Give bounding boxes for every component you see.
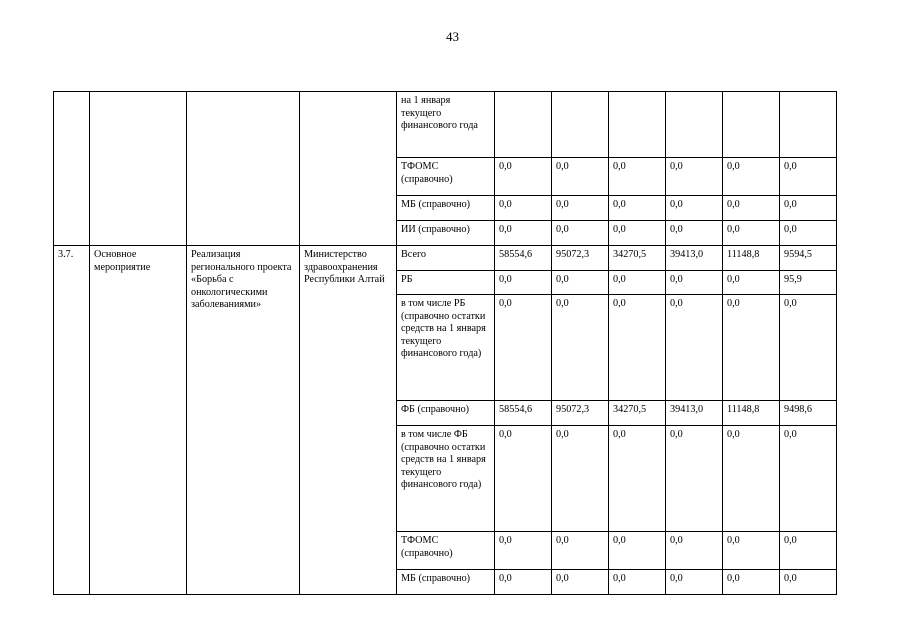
executor-cell xyxy=(300,92,397,246)
value-cell: 0,0 xyxy=(495,570,552,595)
value-cell: 0,0 xyxy=(780,196,837,221)
value-cell: 0,0 xyxy=(495,295,552,401)
value-cell: 0,0 xyxy=(552,295,609,401)
value-cell: 0,0 xyxy=(552,532,609,570)
value-cell: 0,0 xyxy=(666,426,723,532)
value-cell: 0,0 xyxy=(780,426,837,532)
value-cell: 0,0 xyxy=(609,570,666,595)
value-cell: 58554,6 xyxy=(495,401,552,426)
value-cell: 0,0 xyxy=(552,426,609,532)
value-cell: 0,0 xyxy=(495,271,552,295)
item-number-cell: 3.7. xyxy=(54,246,90,595)
value-cell: 0,0 xyxy=(609,196,666,221)
value-cell xyxy=(780,92,837,158)
value-cell: 34270,5 xyxy=(609,401,666,426)
value-cell: 0,0 xyxy=(495,221,552,246)
value-cell: 0,0 xyxy=(609,426,666,532)
value-cell: 0,0 xyxy=(552,158,609,196)
budget-table xyxy=(53,91,837,595)
value-cell: 0,0 xyxy=(666,570,723,595)
funding-source-cell: ИИ (справочно) xyxy=(397,221,495,246)
value-cell: 0,0 xyxy=(552,221,609,246)
funding-source-cell: МБ (справочно) xyxy=(397,196,495,221)
value-cell: 11148,8 xyxy=(723,246,780,271)
item-type-cell xyxy=(90,92,187,246)
value-cell: 95072,3 xyxy=(552,401,609,426)
value-cell: 0,0 xyxy=(609,532,666,570)
funding-source-cell: в том числе ФБ (справочно остатки средств на 1 января текущего финансового года) xyxy=(397,426,495,532)
value-cell: 0,0 xyxy=(495,426,552,532)
value-cell: 0,0 xyxy=(552,271,609,295)
value-cell: 0,0 xyxy=(609,295,666,401)
value-cell: 11148,8 xyxy=(723,401,780,426)
value-cell: 58554,6 xyxy=(495,246,552,271)
value-cell: 0,0 xyxy=(723,221,780,246)
value-cell xyxy=(495,92,552,158)
funding-source-cell: в том числе РБ (справочно остатки средств на 1 января текущего финансового года) xyxy=(397,295,495,401)
value-cell: 95,9 xyxy=(780,271,837,295)
value-cell: 0,0 xyxy=(609,271,666,295)
page-number: 43 xyxy=(446,29,459,44)
value-cell: 0,0 xyxy=(666,271,723,295)
value-cell: 0,0 xyxy=(723,570,780,595)
value-cell: 0,0 xyxy=(609,221,666,246)
value-cell: 34270,5 xyxy=(609,246,666,271)
funding-source-cell: ФБ (справочно) xyxy=(397,401,495,426)
value-cell: 0,0 xyxy=(495,196,552,221)
item-name-cell: Реализация регионального проекта «Борьба с онкологическими заболеваниями» xyxy=(187,246,300,595)
value-cell: 0,0 xyxy=(780,158,837,196)
value-cell: 0,0 xyxy=(780,532,837,570)
value-cell: 0,0 xyxy=(723,532,780,570)
value-cell: 0,0 xyxy=(552,196,609,221)
value-cell: 0,0 xyxy=(666,532,723,570)
value-cell: 39413,0 xyxy=(666,401,723,426)
item-number-cell xyxy=(54,92,90,246)
value-cell: 0,0 xyxy=(666,158,723,196)
value-cell xyxy=(552,92,609,158)
value-cell: 0,0 xyxy=(495,158,552,196)
value-cell: 0,0 xyxy=(666,295,723,401)
value-cell: 9594,5 xyxy=(780,246,837,271)
item-type-cell: Основное мероприятие xyxy=(90,246,187,595)
item-name-cell xyxy=(187,92,300,246)
value-cell xyxy=(609,92,666,158)
value-cell: 0,0 xyxy=(780,295,837,401)
executor-cell: Министерство здравоохранения Республики Алтай xyxy=(300,246,397,595)
value-cell: 0,0 xyxy=(780,570,837,595)
table-row xyxy=(54,92,837,158)
funding-source-cell: на 1 января текущего финансового года xyxy=(397,92,495,158)
funding-source-cell: РБ xyxy=(397,271,495,295)
table-row xyxy=(54,246,837,271)
value-cell: 9498,6 xyxy=(780,401,837,426)
value-cell xyxy=(666,92,723,158)
value-cell: 0,0 xyxy=(552,570,609,595)
funding-source-cell: ТФОМС (справочно) xyxy=(397,532,495,570)
value-cell: 0,0 xyxy=(723,196,780,221)
funding-source-cell: Всего xyxy=(397,246,495,271)
budget-table-body xyxy=(54,92,837,595)
value-cell: 0,0 xyxy=(723,271,780,295)
value-cell: 0,0 xyxy=(666,196,723,221)
value-cell: 0,0 xyxy=(666,221,723,246)
value-cell: 39413,0 xyxy=(666,246,723,271)
funding-source-cell: МБ (справочно) xyxy=(397,570,495,595)
value-cell: 0,0 xyxy=(723,295,780,401)
value-cell: 0,0 xyxy=(723,158,780,196)
value-cell: 0,0 xyxy=(495,532,552,570)
value-cell: 0,0 xyxy=(780,221,837,246)
value-cell xyxy=(723,92,780,158)
value-cell: 0,0 xyxy=(609,158,666,196)
value-cell: 0,0 xyxy=(723,426,780,532)
funding-source-cell: ТФОМС (справочно) xyxy=(397,158,495,196)
value-cell: 95072,3 xyxy=(552,246,609,271)
